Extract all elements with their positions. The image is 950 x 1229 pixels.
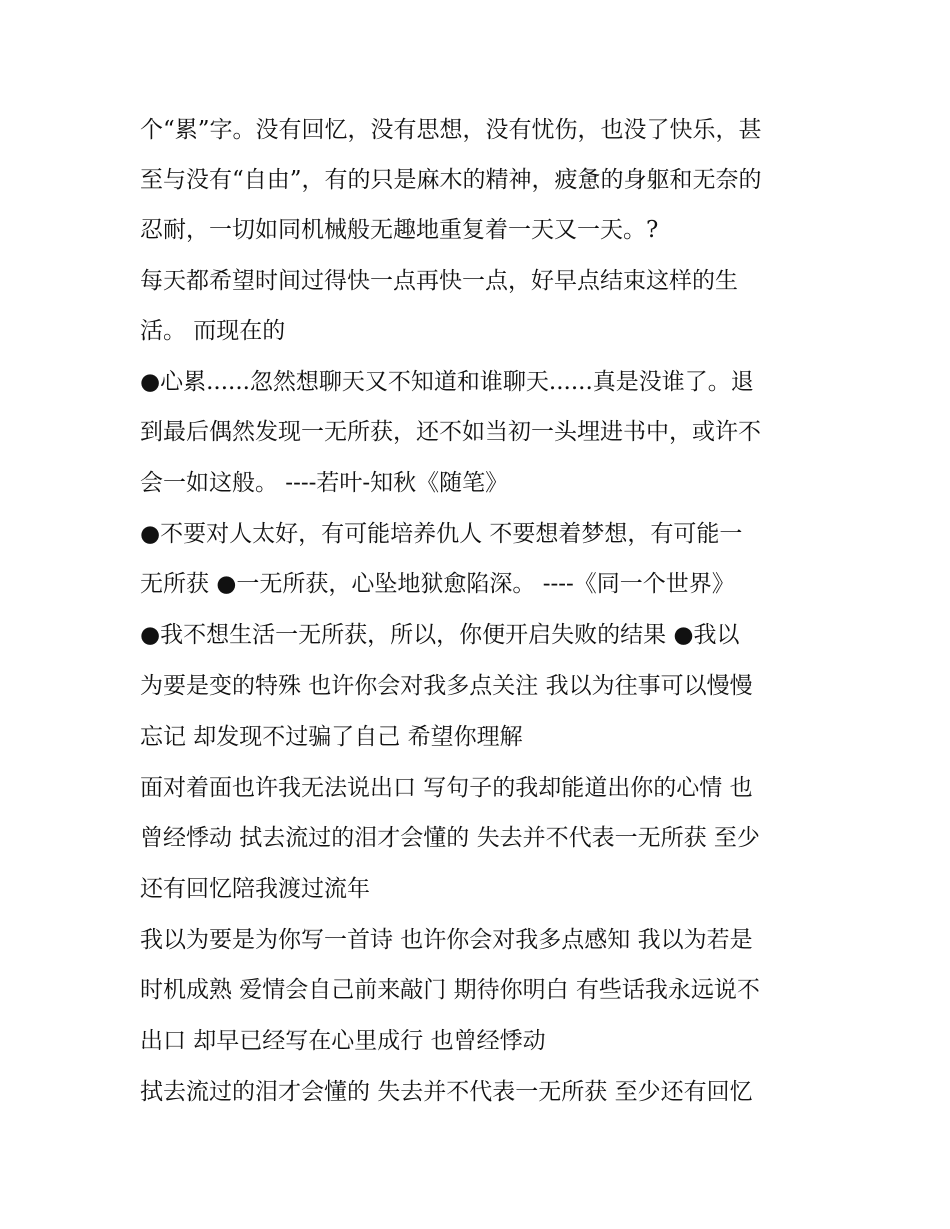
text-line: 个“累”字。没有回忆，没有思想，没有忧伤，也没了快乐，甚	[140, 117, 762, 143]
text-line: ●心累......忽然想聊天又不知道和谁聊天......真是没谁了。退	[140, 369, 754, 395]
text-line: 出口 却早已经写在心里成行 也曾经悸动	[140, 1028, 546, 1054]
text-line: 曾经悸动 拭去流过的泪才会懂的 失去并不代表一无所获 至少	[140, 825, 760, 851]
text-line: 至与没有“自由”，有的只是麻木的精神，疲惫的身躯和无奈的	[140, 167, 762, 193]
text-line: 还有回忆陪我渡过流年	[140, 876, 370, 902]
text-line: 面对着面也许我无法说出口 写句子的我却能道出你的心情 也	[140, 775, 753, 801]
text-line: 活。 而现在的	[140, 318, 286, 344]
text-line: 为要是变的特殊 也许你会对我多点关注 我以为往事可以慢慢	[140, 673, 753, 699]
text-line: 会一如这般。 ----若叶-知秋《随笔》	[140, 470, 509, 496]
text-line: 到最后偶然发现一无所获，还不如当初一头埋进书中，或许不	[140, 419, 761, 445]
text-line: 忘记 却发现不过骗了自己 希望你理解	[140, 724, 523, 750]
text-line: 无所获 ●一无所获，心坠地狱愈陷深。 ----《同一个世界》	[140, 571, 735, 597]
text-line: ●不要对人太好，有可能培养仇人 不要想着梦想，有可能一	[140, 521, 743, 547]
text-line: ●我不想生活一无所获，所以，你便开启失败的结果 ●我以	[140, 622, 740, 648]
text-line: 我以为要是为你写一首诗 也许你会对我多点感知 我以为若是	[140, 927, 753, 953]
text-line: 拭去流过的泪才会懂的 失去并不代表一无所获 至少还有回忆	[140, 1079, 753, 1105]
text-line: 时机成熟 爱情会自己前来敲门 期待你明白 有些话我永远说不	[140, 977, 760, 1003]
text-line: 每天都希望时间过得快一点再快一点，好早点结束这样的生	[140, 268, 738, 294]
text-line: 忍耐，一切如同机械般无趣地重复着一天又一天。?	[140, 217, 659, 243]
